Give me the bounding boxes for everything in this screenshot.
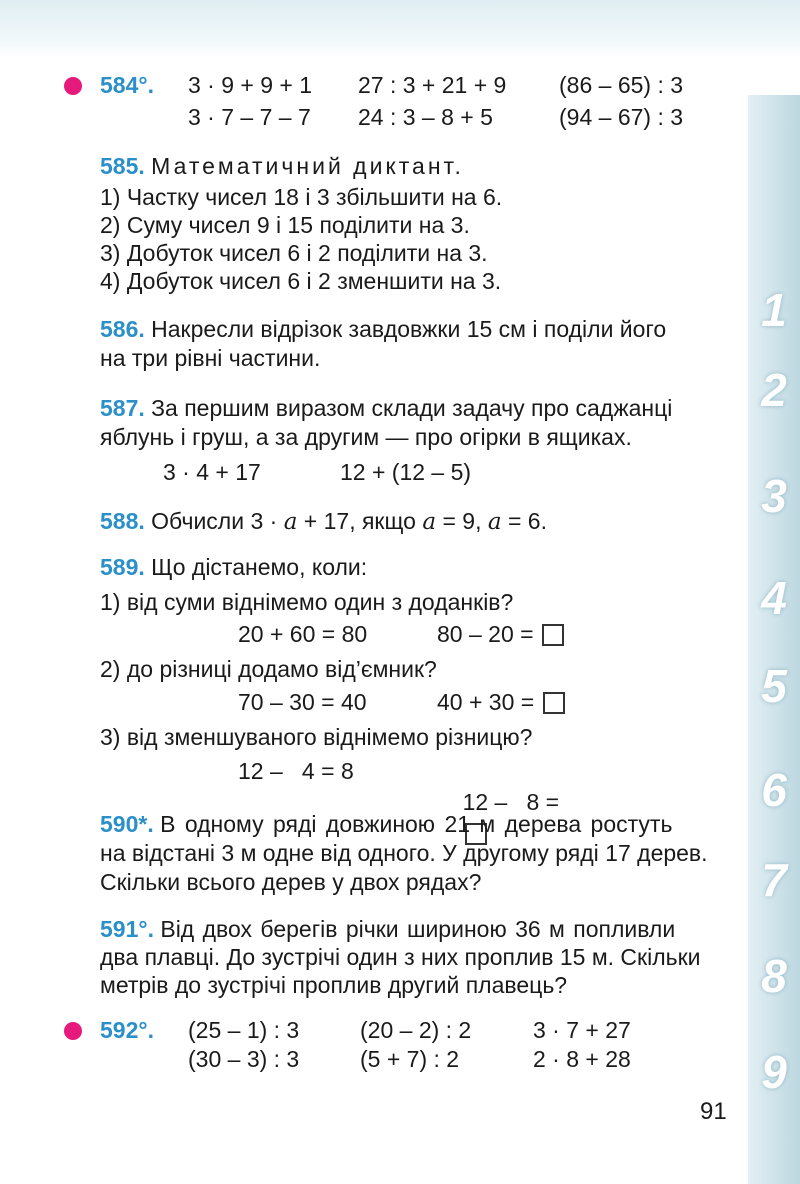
- ex592-expr-6: 2 · 8 + 28: [533, 1046, 631, 1072]
- ex592-expr-1: (25 – 1) : 3: [188, 1017, 300, 1043]
- ex588-text-a: Обчисли 3 ·: [151, 508, 284, 534]
- ex588-var-3: a: [487, 509, 502, 535]
- exercise-585-number: 585.: [100, 153, 145, 179]
- ex587-text-1: За першим виразом склади задачу про саджанці: [151, 395, 673, 421]
- ex589-q3-eq-1: 12 – 4 = 8: [238, 758, 354, 784]
- ex586-line-2: на три рівні частини.: [100, 345, 321, 371]
- ex589-q1-eq-2-text: 80 – 20 =: [437, 621, 534, 647]
- ex589-heading: [100, 552, 367, 583]
- exercise-584-number: 584°.: [100, 72, 154, 98]
- ex588-var-2: a: [422, 509, 437, 535]
- ex590-line-3: Скільки всього дерев у двох рядах?: [100, 869, 482, 895]
- exercise-591-number: 591°.: [100, 916, 154, 942]
- side-tab-5: 5: [761, 660, 787, 712]
- side-tab-4: 4: [761, 572, 787, 624]
- ex584-expr-4: 3 · 7 – 7 – 7: [188, 104, 311, 130]
- ex591-text-1: Від двох берегів річки шириною 36 м попливли: [160, 916, 676, 942]
- side-tab-2: 2: [761, 364, 787, 416]
- ex587-expr-1: 3 · 4 + 17: [163, 459, 261, 485]
- ex584-expr-3: (86 – 65) : 3: [559, 72, 684, 98]
- page-number: 91: [700, 1098, 727, 1125]
- ex589-title: Що дістанемо, коли:: [151, 554, 368, 580]
- ex585-item-3: 3) Добуток чисел 6 і 2 поділити на 3.: [100, 240, 488, 266]
- ex588-text-d: = 6.: [501, 508, 547, 534]
- side-tab-9: 9: [761, 1046, 787, 1098]
- ex592-expr-2: (20 – 2) : 2: [360, 1017, 472, 1043]
- exercise-587-number: 587.: [100, 395, 145, 421]
- side-tab-6: 6: [761, 764, 787, 816]
- ex589-q3-eq-2-text: 12 – 8 =: [462, 789, 560, 815]
- ex584-expr-2: 27 : 3 + 21 + 9: [358, 72, 507, 98]
- ex590-line-2: на відстані 3 м одне від одного. У другому ряді 17 дерев.: [100, 840, 708, 866]
- exercise-585-heading: [100, 151, 464, 182]
- ex588-line: [100, 506, 547, 538]
- exercise-585-title: Математичний диктант.: [151, 153, 464, 179]
- ex589-question-2: 2) до різниці додамо від’ємник?: [100, 656, 437, 682]
- ex592-expr-3: 3 · 7 + 27: [533, 1017, 631, 1043]
- ex589-q1-eq-1: 20 + 60 = 80: [238, 621, 368, 647]
- exercise-588-number: 588.: [100, 508, 145, 534]
- homework-bullet-592: [64, 1022, 82, 1040]
- ex589-question-1: 1) від суми віднімемо один з доданків?: [100, 589, 514, 615]
- ex587-line-1: [100, 393, 672, 424]
- ex584-expr-5: 24 : 3 – 8 + 5: [358, 104, 493, 130]
- exercise-586-number: 586.: [100, 316, 145, 342]
- homework-bullet-584: [64, 77, 82, 95]
- side-tab-8: 8: [761, 950, 787, 1002]
- ex591-line-3: метрів до зустрічі проплив другий плавець?: [100, 972, 568, 998]
- ex584-expr-6: (94 – 67) : 3: [559, 104, 684, 130]
- ex589-q2-eq-2-text: 40 + 30 =: [437, 689, 535, 715]
- ex589-q2-eq-1: 70 – 30 = 40: [238, 689, 367, 715]
- side-tab-7: 7: [761, 854, 787, 906]
- ex589-question-3: 3) від зменшуваного віднімемо різницю?: [100, 724, 533, 750]
- ex592-expr-5: (5 + 7) : 2: [360, 1046, 460, 1072]
- ex588-var-1: a: [283, 509, 298, 535]
- exercise-589-number: 589.: [100, 554, 145, 580]
- ex585-item-4: 4) Добуток чисел 6 і 2 зменшити на 3.: [100, 268, 502, 294]
- ex591-line-1: [100, 914, 675, 945]
- ex586-line-1: [100, 314, 666, 345]
- ex587-expr-2: 12 + (12 – 5): [340, 459, 472, 485]
- ex590-text-1: В одному ряді довжиною 21 м дерева ростуть: [160, 811, 673, 837]
- ex585-item-2: 2) Суму чисел 9 і 15 поділити на 3.: [100, 212, 470, 238]
- ex586-text-1: Накресли відрізок завдовжки 15 см і поділи його: [151, 316, 667, 342]
- exercise-592-number: 592°.: [100, 1017, 154, 1043]
- exercise-590-number: 590*.: [100, 811, 154, 837]
- ex588-text-b: + 17, якщо: [297, 508, 423, 534]
- ex587-line-2: яблунь і груш, а за другим — про огірки в ящиках.: [100, 424, 632, 450]
- ex590-line-1: [100, 809, 672, 840]
- side-tab-1: 1: [761, 284, 787, 336]
- answer-box-1[interactable]: [542, 624, 564, 646]
- side-tab-3: 3: [761, 470, 787, 522]
- ex589-q1-eq-2: [437, 619, 564, 650]
- answer-box-2[interactable]: [543, 692, 565, 714]
- ex589-q2-eq-2: [437, 687, 565, 718]
- ex592-expr-4: (30 – 3) : 3: [188, 1046, 300, 1072]
- ex591-line-2: два плавці. До зустрічі один з них проплив 15 м. Скільки: [100, 944, 701, 970]
- ex588-text-c: = 9,: [436, 508, 488, 534]
- ex585-item-1: 1) Частку чисел 18 і 3 збільшити на 6.: [100, 184, 503, 210]
- ex584-expr-1: 3 · 9 + 9 + 1: [188, 72, 313, 98]
